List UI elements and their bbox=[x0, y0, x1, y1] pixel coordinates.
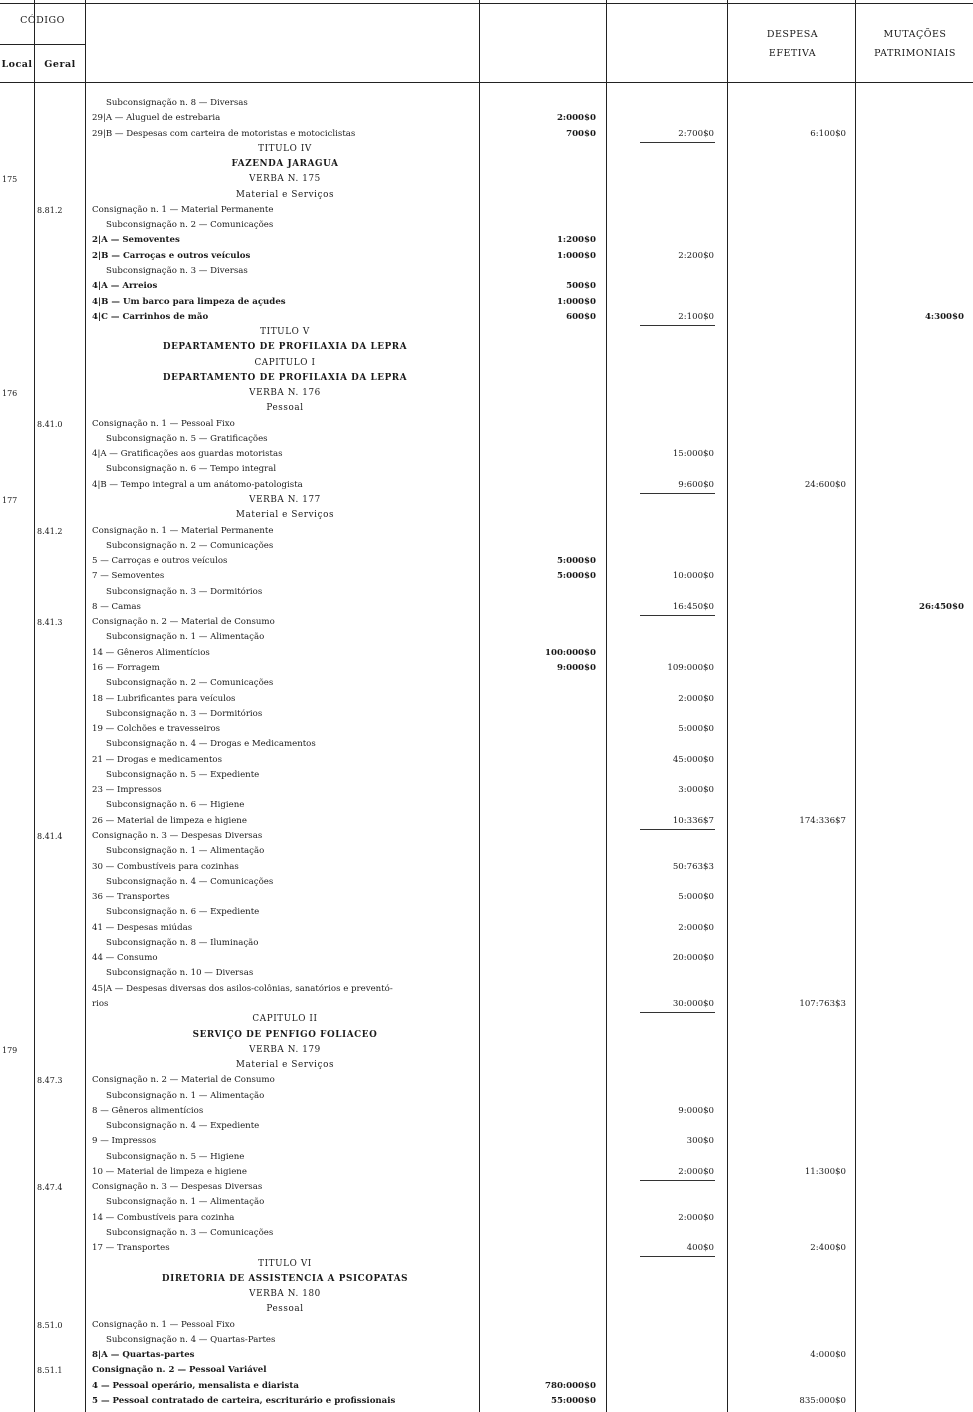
amount-col1: 2:000$0 bbox=[556, 113, 596, 124]
amount-col2: 2:000$0 bbox=[678, 1212, 714, 1223]
header-despesa-1: DESPESA bbox=[766, 29, 819, 40]
table-row bbox=[0, 1091, 973, 1102]
section-heading-row bbox=[0, 1045, 973, 1056]
section-heading-row bbox=[0, 358, 973, 369]
amount-col1: 5:000$0 bbox=[556, 571, 596, 582]
amount-col2: 109:000$0 bbox=[667, 663, 714, 673]
row-description: SERVIÇO DE PÊNFIGO FOLIÁCEO bbox=[192, 1029, 378, 1040]
row-description: VERBA N. 176 bbox=[249, 388, 321, 399]
code-geral: 8.47.4 bbox=[37, 1183, 63, 1193]
row-description: Consignação n. 2 — Pessoal Variável bbox=[92, 1365, 267, 1376]
amount-col2: 20:000$0 bbox=[672, 953, 714, 964]
amount-col2: 5:000$0 bbox=[678, 892, 714, 903]
row-description: Subconsignação n. 5 — Higiene bbox=[106, 1151, 245, 1162]
section-heading-row bbox=[0, 495, 973, 506]
row-description: Subconsignação n. 3 — Dormitórios bbox=[106, 708, 263, 719]
table-row bbox=[0, 694, 973, 705]
table-row bbox=[0, 862, 973, 873]
row-description: TÍTULO VI bbox=[258, 1258, 312, 1269]
row-description: 45|A — Despesas diversas dos asilos-colônias, sanatórios e preventó- bbox=[92, 983, 393, 994]
code-geral: 8.41.0 bbox=[37, 419, 63, 429]
table-row bbox=[0, 999, 973, 1010]
amount-col2: 2:100$0 bbox=[678, 311, 714, 322]
table-row bbox=[0, 587, 973, 598]
row-description: Consignação n. 1 — Material Permanente bbox=[92, 204, 274, 215]
table-row bbox=[0, 1320, 973, 1331]
table-row bbox=[0, 129, 973, 140]
table-row bbox=[0, 1106, 973, 1117]
table-row bbox=[0, 923, 973, 934]
section-heading-row bbox=[0, 1304, 973, 1315]
header-top-rule bbox=[0, 3, 973, 4]
row-description: 30 — Combustíveis para cozinhas bbox=[92, 861, 239, 872]
amount-col2: 45:000$0 bbox=[672, 754, 714, 765]
amount-col2: 2:000$0 bbox=[678, 922, 714, 933]
row-description: 16 — Forragem bbox=[92, 663, 160, 673]
amount-col1: 700$0 bbox=[566, 128, 596, 139]
row-description: Consignação n. 3 — Despesas Diversas bbox=[92, 830, 263, 841]
row-description: 4|B — Tempo integral a um anátomo-patologista bbox=[92, 479, 303, 490]
code-geral: 8.51.0 bbox=[37, 1320, 63, 1330]
amount-col1: 9:000$0 bbox=[556, 663, 596, 673]
table-row bbox=[0, 709, 973, 720]
section-heading-row bbox=[0, 388, 973, 399]
subtotal-rule bbox=[640, 325, 715, 326]
amount-despesa-efetiva: 11:300$0 bbox=[804, 1166, 846, 1177]
row-description: Material e Serviços bbox=[235, 189, 335, 200]
amount-mutacoes: 4:300$0 bbox=[924, 311, 964, 322]
row-description: VERBA N. 180 bbox=[249, 1289, 321, 1300]
table-row bbox=[0, 800, 973, 811]
table-row bbox=[0, 281, 973, 292]
row-description: Subconsignação n. 1 — Alimentação bbox=[106, 1090, 265, 1101]
header-mutacoes-1: MUTAÇÕES bbox=[883, 29, 947, 40]
amount-col2: 10:000$0 bbox=[672, 571, 714, 582]
amount-col2: 16:450$0 bbox=[672, 601, 714, 612]
section-heading-row bbox=[0, 190, 973, 201]
row-description: TÍTULO V bbox=[260, 327, 310, 338]
code-geral: 8.81.2 bbox=[37, 205, 63, 215]
section-heading-row bbox=[0, 159, 973, 170]
table-row bbox=[0, 724, 973, 735]
table-row bbox=[0, 1075, 973, 1086]
row-description: 44 — Consumo bbox=[92, 953, 158, 964]
table-row bbox=[0, 785, 973, 796]
subtotal-rule bbox=[640, 1180, 715, 1181]
row-description: 19 — Colchões e travesseiros bbox=[92, 724, 221, 735]
amount-col2: 30:000$0 bbox=[672, 998, 714, 1009]
amount-despesa-efetiva: 107:763$3 bbox=[799, 998, 846, 1009]
header-geral: Geral bbox=[44, 59, 76, 70]
amount-col1: 1:000$0 bbox=[556, 296, 596, 307]
table-row bbox=[0, 846, 973, 857]
table-row bbox=[0, 1365, 973, 1376]
code-local: 177 bbox=[2, 496, 18, 506]
row-description: 26 — Material de limpeza e higiene bbox=[92, 815, 247, 826]
code-geral: 8.51.1 bbox=[37, 1366, 63, 1376]
section-heading-row bbox=[0, 1289, 973, 1300]
header-codigo: CÓDIGO bbox=[20, 15, 65, 26]
section-heading-row bbox=[0, 1060, 973, 1071]
row-description: Pessoal bbox=[266, 1304, 304, 1315]
table-row bbox=[0, 556, 973, 567]
section-heading-row bbox=[0, 144, 973, 155]
table-row bbox=[0, 1152, 973, 1163]
amount-col2: 2:200$0 bbox=[678, 250, 714, 261]
row-description: 4|B — Um barco para limpeza de açudes bbox=[92, 296, 286, 307]
table-row bbox=[0, 312, 973, 323]
row-description: Subconsignação n. 5 — Expediente bbox=[106, 769, 260, 780]
amount-col2: 2:000$0 bbox=[678, 1166, 714, 1177]
table-row bbox=[0, 1213, 973, 1224]
row-description: Subconsignação n. 4 — Comunicações bbox=[106, 876, 274, 887]
table-row bbox=[0, 1182, 973, 1193]
section-heading-row bbox=[0, 403, 973, 414]
table-row bbox=[0, 205, 973, 216]
amount-col2: 9:600$0 bbox=[678, 479, 714, 490]
row-description: 21 — Drogas e medicamentos bbox=[92, 754, 222, 765]
row-description: 18 — Lubrificantes para veículos bbox=[92, 693, 236, 704]
row-description: 2|A — Semoventes bbox=[92, 235, 180, 246]
row-description: 4|A — Arreios bbox=[92, 281, 158, 292]
row-description: Subconsignação n. 8 — Iluminação bbox=[106, 937, 259, 948]
amount-col2: 10:336$7 bbox=[672, 815, 714, 826]
row-description: 8 — Camas bbox=[92, 601, 141, 612]
table-row bbox=[0, 816, 973, 827]
section-heading-row bbox=[0, 373, 973, 384]
section-heading-row bbox=[0, 1259, 973, 1270]
header-despesa-2: EFETIVA bbox=[768, 48, 817, 59]
row-description: Subconsignação n. 1 — Alimentação bbox=[106, 846, 265, 857]
table-row bbox=[0, 617, 973, 628]
code-geral: 8.41.2 bbox=[37, 526, 63, 536]
amount-col1: 5:000$0 bbox=[556, 556, 596, 567]
table-row bbox=[0, 632, 973, 643]
amount-despesa-efetiva: 174:336$7 bbox=[799, 815, 846, 826]
row-description: 14 — Combustíveis para cozinha bbox=[92, 1212, 235, 1223]
row-description: 41 — Despesas miúdas bbox=[92, 922, 193, 933]
row-description: TÍTULO IV bbox=[258, 143, 312, 154]
section-heading-row bbox=[0, 1030, 973, 1041]
header-mutacoes-2: PATRIMONIAIS bbox=[874, 48, 956, 59]
row-description: 23 — Impressos bbox=[92, 785, 162, 796]
row-description: CAPÍTULO I bbox=[254, 357, 316, 368]
table-row bbox=[0, 480, 973, 491]
row-description: Pessoal bbox=[266, 403, 304, 414]
row-description: FAZENDA JARAGUÁ bbox=[231, 159, 339, 170]
row-description: 36 — Transportes bbox=[92, 892, 170, 903]
row-description: Consignação n. 3 — Despesas Diversas bbox=[92, 1182, 263, 1193]
row-description: Subconsignação n. 5 — Gratificações bbox=[106, 433, 268, 444]
table-row bbox=[0, 235, 973, 246]
table-row bbox=[0, 113, 973, 124]
table-row bbox=[0, 1136, 973, 1147]
subtotal-rule bbox=[640, 1012, 715, 1013]
subtotal-rule bbox=[640, 1256, 715, 1257]
table-row bbox=[0, 297, 973, 308]
table-row bbox=[0, 602, 973, 613]
subtotal-rule bbox=[640, 142, 715, 143]
row-description: DEPARTAMENTO DE PROFILAXIA DA LEPRA bbox=[162, 342, 408, 353]
table-row bbox=[0, 1381, 973, 1392]
row-description: rios bbox=[92, 998, 109, 1009]
amount-col1: 100:000$0 bbox=[544, 647, 596, 658]
amount-col1: 780:000$0 bbox=[544, 1380, 596, 1391]
row-description: DEPARTAMENTO DE PROFILAXIA DA LEPRA bbox=[162, 372, 408, 383]
header-local: Local bbox=[1, 59, 33, 70]
table-row bbox=[0, 571, 973, 582]
row-description: VERBA N. 177 bbox=[249, 495, 321, 506]
table-row bbox=[0, 953, 973, 964]
table-row bbox=[0, 464, 973, 475]
subtotal-rule bbox=[640, 615, 715, 616]
row-description: 8 — Gêneros alimentícios bbox=[92, 1105, 204, 1116]
code-local: 176 bbox=[2, 389, 18, 399]
table-row bbox=[0, 220, 973, 231]
table-row bbox=[0, 663, 973, 674]
row-description: Subconsignação n. 4 — Quartas-Partes bbox=[106, 1334, 276, 1345]
table-row bbox=[0, 1228, 973, 1239]
table-row bbox=[0, 434, 973, 445]
amount-col2: 400$0 bbox=[686, 1243, 714, 1254]
row-description: 14 — Gêneros Alimentícios bbox=[92, 647, 210, 658]
section-heading-row bbox=[0, 1014, 973, 1025]
table-row bbox=[0, 251, 973, 262]
row-description: Subconsignação n. 3 — Dormitórios bbox=[106, 586, 263, 597]
amount-col2: 2:000$0 bbox=[678, 693, 714, 704]
row-description: 17 — Transportes bbox=[92, 1243, 170, 1254]
table-row bbox=[0, 526, 973, 537]
table-row bbox=[0, 907, 973, 918]
amount-col1: 55:000$0 bbox=[550, 1396, 596, 1406]
row-description: Consignação n. 1 — Pessoal Fixo bbox=[92, 1319, 235, 1330]
row-description: Subconsignação n. 2 — Comunicações bbox=[106, 220, 274, 231]
row-description: 2|B — Carroças e outros veículos bbox=[92, 250, 251, 261]
code-local: 179 bbox=[2, 1045, 18, 1055]
amount-col1: 500$0 bbox=[566, 281, 596, 292]
table-row bbox=[0, 1197, 973, 1208]
row-description: Subconsignação n. 3 — Comunicações bbox=[106, 1228, 274, 1239]
row-description: DIRETORIA DE ASSISTÊNCIA A PSICOPATAS bbox=[161, 1273, 409, 1284]
table-row bbox=[0, 266, 973, 277]
row-description: VERBA N. 179 bbox=[249, 1044, 321, 1055]
row-description: 5 — Pessoal contratado de carteira, escriturário e profissionais bbox=[92, 1396, 396, 1406]
row-description: Material e Serviços bbox=[235, 1060, 335, 1071]
code-geral: 8.41.3 bbox=[37, 618, 63, 628]
row-description: Subconsignação n. 6 — Higiene bbox=[106, 800, 245, 811]
row-description: Subconsignação n. 4 — Expediente bbox=[106, 1121, 260, 1132]
row-description: 8|A — Quartas-partes bbox=[92, 1350, 195, 1361]
table-row bbox=[0, 1243, 973, 1254]
codigo-rule bbox=[0, 44, 85, 45]
amount-despesa-efetiva: 6:100$0 bbox=[810, 128, 846, 139]
table-row bbox=[0, 831, 973, 842]
table-row bbox=[0, 419, 973, 430]
row-description: Subconsignação n. 1 — Alimentação bbox=[106, 1197, 265, 1208]
table-row bbox=[0, 1167, 973, 1178]
amount-col2: 15:000$0 bbox=[672, 449, 714, 460]
row-description: 29|B — Despesas com carteira de motoristas e motociclistas bbox=[92, 128, 356, 139]
subtotal-rule bbox=[640, 493, 715, 494]
table-row bbox=[0, 984, 973, 995]
row-description: Subconsignação n. 8 — Diversas bbox=[106, 98, 248, 108]
table-row bbox=[0, 968, 973, 979]
amount-despesa-efetiva: 4:000$0 bbox=[810, 1350, 846, 1361]
table-row bbox=[0, 938, 973, 949]
table-row bbox=[0, 1121, 973, 1132]
row-description: Consignação n. 1 — Material Permanente bbox=[92, 525, 274, 536]
table-row bbox=[0, 678, 973, 689]
section-heading-row bbox=[0, 174, 973, 185]
row-description: 10 — Material de limpeza e higiene bbox=[92, 1166, 247, 1177]
amount-col2: 300$0 bbox=[686, 1136, 714, 1147]
table-row bbox=[0, 770, 973, 781]
code-local: 175 bbox=[2, 175, 18, 185]
row-description: 4 — Pessoal operário, mensalista e diarista bbox=[92, 1380, 299, 1391]
row-description: Subconsignação n. 10 — Diversas bbox=[106, 968, 254, 979]
row-description: 4|C — Carrinhos de mão bbox=[92, 311, 209, 322]
row-description: VERBA N. 175 bbox=[249, 174, 321, 185]
amount-col2: 9:000$0 bbox=[678, 1105, 714, 1116]
table-row bbox=[0, 877, 973, 888]
table-row bbox=[0, 1350, 973, 1361]
row-description: Subconsignação n. 2 — Comunicações bbox=[106, 678, 274, 689]
row-description: Consignação n. 2 — Material de Consumo bbox=[92, 617, 275, 628]
amount-col1: 600$0 bbox=[566, 311, 596, 322]
row-description: Material e Serviços bbox=[235, 510, 335, 521]
row-description: Subconsignação n. 1 — Alimentação bbox=[106, 632, 265, 643]
table-row bbox=[0, 755, 973, 766]
row-description: 9 — Impressos bbox=[92, 1136, 157, 1147]
row-description: 4|A — Gratificações aos guardas motoristas bbox=[92, 449, 283, 460]
row-description: Subconsignação n. 3 — Diversas bbox=[106, 265, 248, 276]
row-description: 5 — Carroças e outros veículos bbox=[92, 556, 228, 567]
amount-col2: 3:000$0 bbox=[678, 785, 714, 796]
amount-despesa-efetiva: 24:600$0 bbox=[804, 479, 846, 490]
table-row bbox=[0, 648, 973, 659]
amount-col2: 5:000$0 bbox=[678, 724, 714, 735]
header-bottom-rule bbox=[0, 82, 973, 83]
table-row bbox=[0, 892, 973, 903]
table-row bbox=[0, 541, 973, 552]
row-description: Consignação n. 1 — Pessoal Fixo bbox=[92, 418, 235, 429]
code-geral: 8.47.3 bbox=[37, 1076, 63, 1086]
table-row bbox=[0, 1396, 973, 1407]
row-description: Subconsignação n. 6 — Tempo integral bbox=[106, 464, 277, 475]
section-heading-row bbox=[0, 1274, 973, 1285]
amount-despesa-efetiva: 2:400$0 bbox=[810, 1243, 846, 1254]
subtotal-rule bbox=[640, 829, 715, 830]
section-heading-row bbox=[0, 510, 973, 521]
amount-col1: 1:000$0 bbox=[556, 250, 596, 261]
table-row bbox=[0, 449, 973, 460]
row-description: Subconsignação n. 4 — Drogas e Medicamentos bbox=[106, 739, 316, 750]
amount-despesa-efetiva: 835:000$0 bbox=[799, 1396, 846, 1406]
table-row bbox=[0, 1335, 973, 1346]
row-description: Subconsignação n. 2 — Comunicações bbox=[106, 540, 274, 551]
table-row bbox=[0, 98, 973, 109]
amount-col2: 50:763$3 bbox=[672, 861, 714, 872]
row-description: 7 — Semoventes bbox=[92, 571, 165, 582]
amount-col2: 2:700$0 bbox=[678, 128, 714, 139]
section-heading-row bbox=[0, 342, 973, 353]
table-row bbox=[0, 739, 973, 750]
row-description: 29|A — Aluguel de estrebaria bbox=[92, 113, 221, 124]
code-geral: 8.41.4 bbox=[37, 831, 63, 841]
section-heading-row bbox=[0, 327, 973, 338]
amount-col1: 1:200$0 bbox=[556, 235, 596, 246]
row-description: Consignação n. 2 — Material de Consumo bbox=[92, 1075, 275, 1086]
row-description: Subconsignação n. 6 — Expediente bbox=[106, 907, 260, 918]
amount-mutacoes: 26:450$0 bbox=[918, 601, 964, 612]
row-description: CAPÍTULO II bbox=[252, 1014, 318, 1025]
